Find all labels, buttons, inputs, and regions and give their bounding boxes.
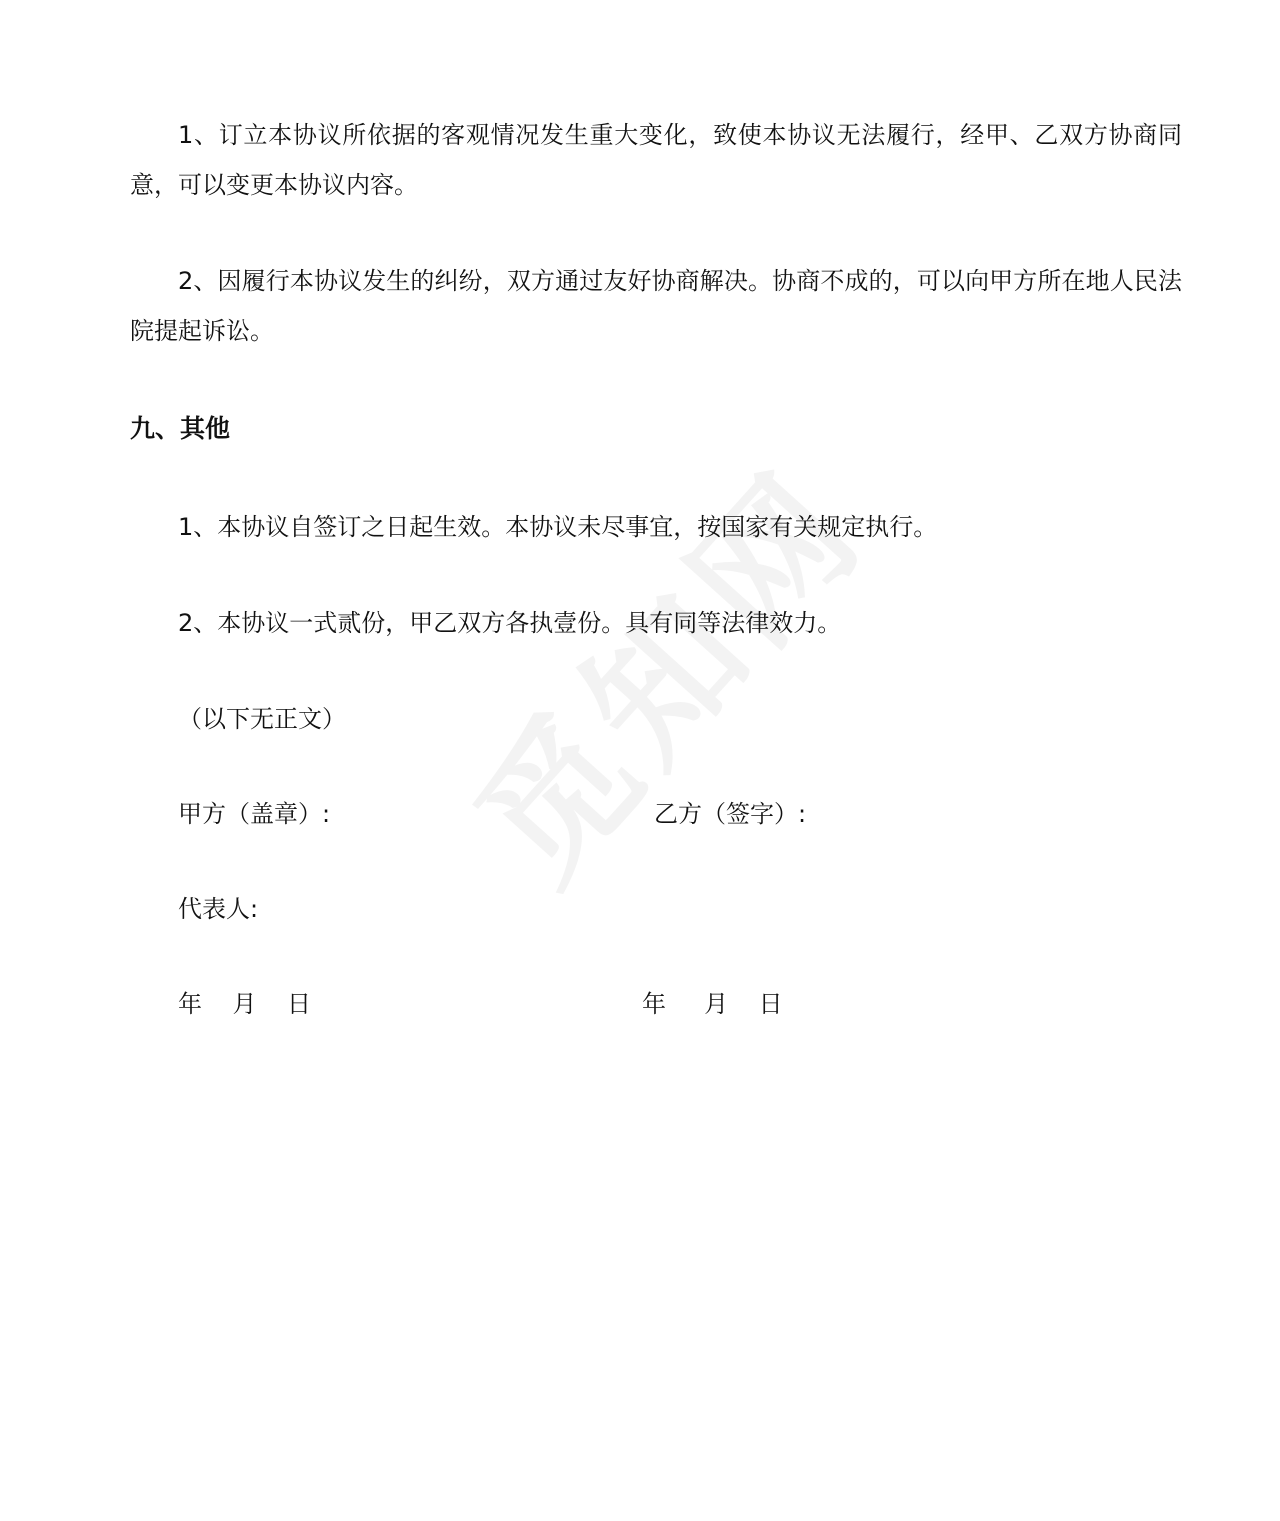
party-b-signature-label: 乙方（签字）: xyxy=(654,800,807,828)
section-title-other: 九、其他 xyxy=(130,414,231,443)
clause-copies: 2、本协议一式贰份，甲乙双方各执壹份。具有同等法律效力。 xyxy=(178,609,842,637)
clause-change-agreement: 1、订立本协议所依据的客观情况发生重大变化，致使本协议无法履行，经甲、乙双方协商同意，可以变更本协议内容。 xyxy=(130,121,1182,199)
watermark xyxy=(419,417,901,918)
party-a-signature-label: 甲方（盖章）: xyxy=(178,800,331,828)
clause-effective-date: 1、本协议自签订之日起生效。本协议未尽事宜，按国家有关规定执行。 xyxy=(178,513,938,541)
clause-dispute-resolution: 2、因履行本协议发生的纠纷，双方通过友好协商解决。协商不成的，可以向甲方所在地人民法院提起诉讼。 xyxy=(130,267,1182,345)
representative-label: 代表人: xyxy=(178,895,259,923)
party-a-date: 年 月 日 xyxy=(178,990,312,1018)
no-more-text-note: （以下无正文） xyxy=(178,705,346,733)
party-b-date: 年 月 日 xyxy=(642,990,783,1018)
